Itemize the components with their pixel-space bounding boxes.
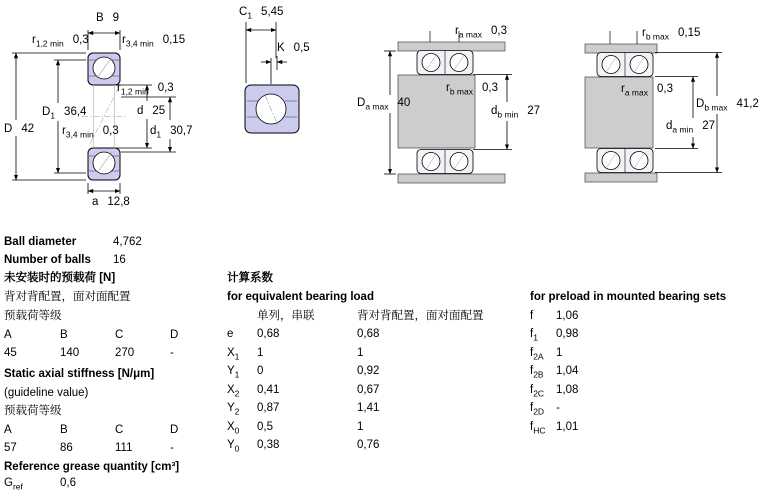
factors-title: 计算系数 (227, 272, 273, 284)
stiffness-note: (guideline value) (4, 387, 89, 399)
dim-label-r34min-mid: $r_{3,4 min}$ 0,3 (62, 125, 119, 140)
dim-label-C1: $C_1$ 5,45 (239, 6, 284, 21)
dim-label-rb-max-right: $r_{b max}$ 0,15 (642, 27, 701, 42)
bearing-datasheet-page: B 9 $r_{1,2 min}$ 0,3 $r_{3,4 min}$ 0,15 $r_{1,2 min}$ 0,3 $D_1$ 36,4 d 25 D 42 $r_{3,4 min}$ 0,3 $d_1$ 30,7 a 12,8 $C_1$ 5,45 K 0,5 $r_{a max}$ 0,3 $D_{a max}$ 40 $r_{b max}$ 0,3 $d_{b min}$ 27 $r_{b max}$ 0,15 $r_{a max}$ 0,3 $D_{b max}$ 41,2 $d_{a min}$ 27 Ball diameter 4,762 Number of balls 16 未安装时的预载荷 [N] 背对背配置，面对面配置 预载荷等级 A B C D 45 140 270 - Static axial stiffness [N/μm] (guideline value) 预载荷等级 A B C D 57 86 111 - Reference grease quantity [cm³] $G_{ref}$ 0,6 计算系数 for equivalent bearing load 单列，串联 背对背配置，面对面配置 e 0,68 0,68 $X_1$ 1 1 $Y_1$ 0 0,92 $X_2$ 0,41 0,67 $Y_2$ 0,87 1,41 $X_0$ 0,5 1 $Y_0$ 0,38 0,76 for preload in mounted bearing sets f 1,06 $f_1$ 0,98 $f_{2A}$ 1 $f_{2B}$ 1,04 $f_{2C}$ 1,08 $f_{2D}$ - $f_{HC}$ 1,01 (0, 0, 769, 498)
dim-label-B: B 9 (96, 12, 120, 24)
number-of-balls-label: Number of balls (4, 254, 91, 266)
number-of-balls-value: 16 (113, 254, 126, 266)
dim-label-ra-max-right: $r_{a max}$ 0,3 (621, 83, 673, 98)
dim-label-a: a 12,8 (92, 196, 130, 208)
grease-title: Reference grease quantity [cm³] (4, 461, 180, 473)
preload-arrangement: 背对背配置，面对面配置 (4, 291, 131, 303)
dim-label-ra-max-left: $r_{a max}$ 0,3 (455, 25, 507, 40)
preload-class-label: 预载荷等级 (4, 310, 62, 322)
ball-diameter-value: 4,762 (113, 236, 142, 248)
dim-label-d: d 25 (137, 105, 166, 117)
factors-col2-header: 背对背配置，面对面配置 (357, 310, 484, 322)
bearing-front-section-drawing (230, 0, 330, 150)
dim-label-Da-max: $D_{a max}$ 40 (357, 97, 411, 112)
factors-col1-header: 单列，串联 (257, 310, 315, 322)
stiffness-class-label: 预载荷等级 (4, 405, 62, 417)
bearing-side-view-drawing (0, 0, 225, 220)
dim-label-r12min-top: $r_{1,2 min}$ 0,3 (32, 34, 89, 49)
preload-title: 未安装时的预载荷 [N] (4, 272, 116, 284)
dim-label-D: D 42 (4, 123, 35, 135)
grease-value: 0,6 (60, 477, 76, 489)
dim-label-db-min: $d_{b min}$ 27 (491, 105, 540, 120)
dim-label-r34min-top: $r_{3,4 min}$ 0,15 (122, 34, 186, 49)
preload-factors-title: for preload in mounted bearing sets (530, 291, 727, 303)
dim-label-d1: $d_1$ 30,7 (150, 125, 193, 140)
dim-label-Db-max: $D_{b max}$ 41,2 (696, 98, 759, 113)
dim-label-da-min: $d_{a min}$ 27 (666, 120, 715, 135)
dim-label-rb-max-left: $r_{b max}$ 0,3 (446, 82, 498, 97)
dim-label-D1: $D_1$ 36,4 (42, 106, 87, 121)
factors-subtitle: for equivalent bearing load (227, 291, 374, 303)
dim-label-K: K 0,5 (277, 42, 310, 54)
grease-symbol: $G_{ref}$ (4, 477, 23, 492)
ball-diameter-label: Ball diameter (4, 236, 77, 248)
dim-label-r12min-mid: $r_{1,2 min}$ 0,3 (117, 82, 174, 97)
stiffness-title: Static axial stiffness [N/μm] (4, 368, 155, 380)
